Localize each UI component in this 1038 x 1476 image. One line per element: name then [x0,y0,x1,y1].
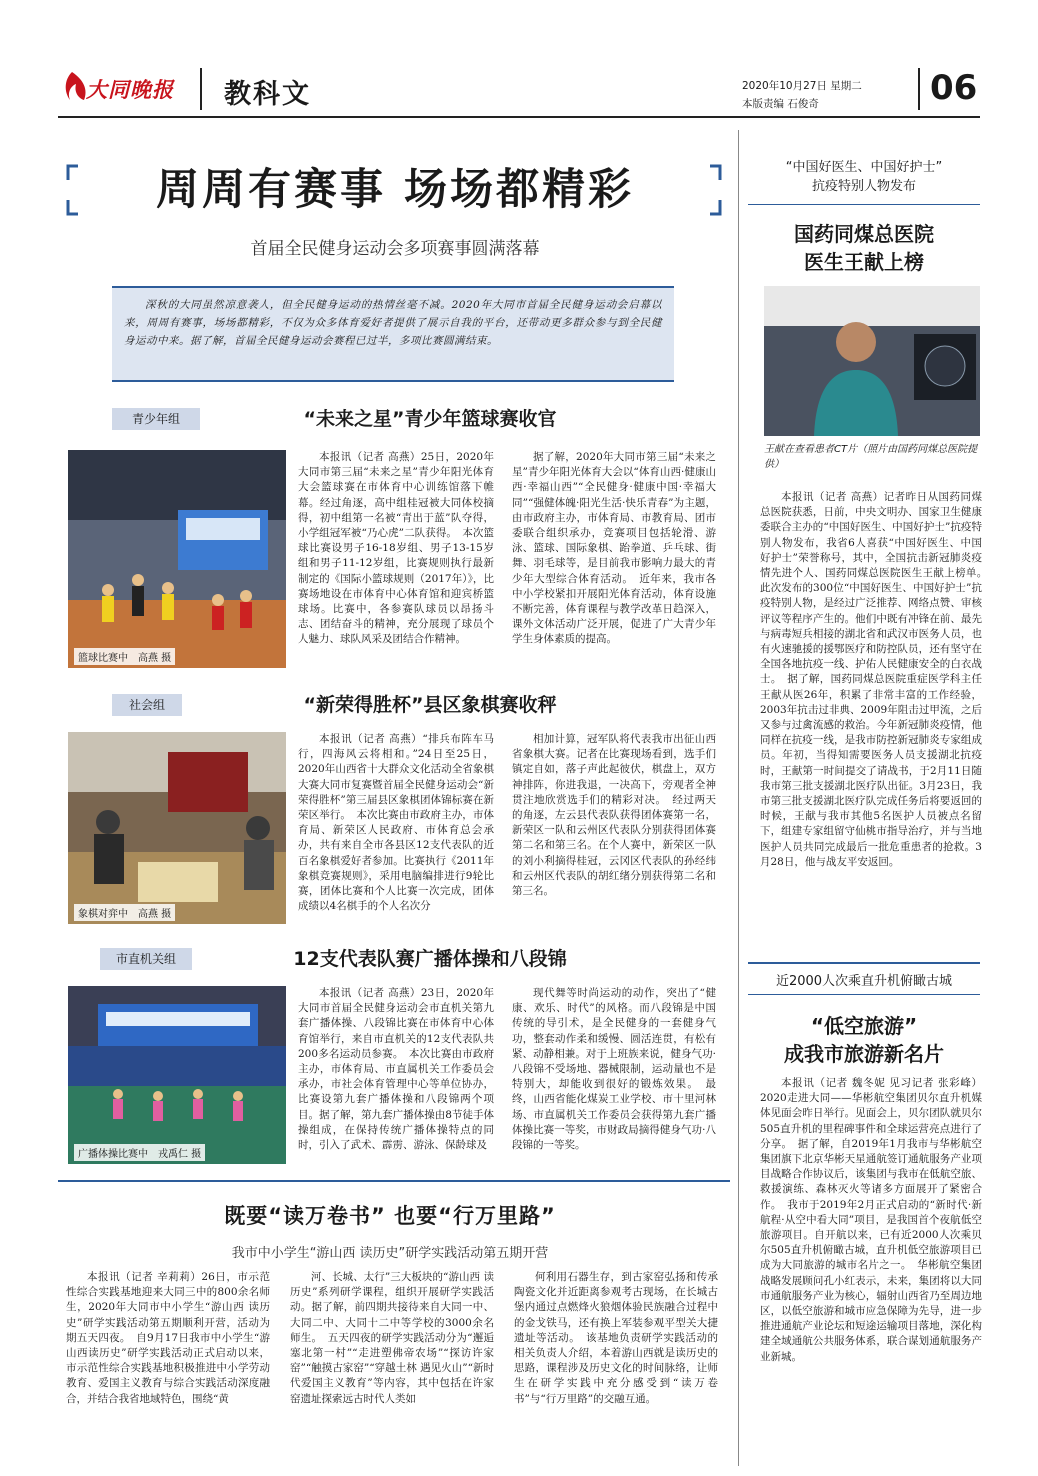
chess-text-col1 [298,732,494,928]
gymnastics-scene-image [68,986,286,1164]
side2-top-rule [748,962,980,964]
study-text-col2 [290,1270,494,1466]
issue-date: 2020年10月27日 星期二 [742,80,862,92]
section-title-gymnastics: 12支代表队赛广播体操和八段锦 [293,948,567,970]
side2-title-line2: 成我市旅游新名片 [784,1042,944,1066]
basketball-caption: 篮球比赛中 高燕 摄 [74,648,175,665]
side1-kicker: “中国好医生、中国好护士” 抗疫特别人物发布 [785,160,943,194]
column-separator [738,130,739,1466]
side1-title-line2: 医生王献上榜 [804,250,924,274]
intro-bottom-rule [112,380,674,382]
lead-title: 周周有赛事 场场都精彩 [156,165,634,215]
page-number: 06 [930,68,978,108]
side1-rule [748,204,980,205]
side2-title-line1: “低空旅游” [810,1014,918,1038]
doctor-photo [764,286,980,436]
lead-bottom-rule [58,1180,730,1182]
lead-subtitle: 首届全民健身运动会多项赛事圆满落幕 [250,239,540,259]
section-title-basketball: “未来之星”青少年篮球赛收官 [303,408,557,430]
page-editor: 本版责编 石俊奇 [742,98,819,110]
header-divider-right [918,68,920,110]
doctor-photo-caption: 王献在查看患者CT片（照片由国药同煤总医院提供） [764,444,978,470]
doctor-scene-image [764,286,980,436]
lead-intro-box [112,286,674,382]
chess-photo [68,732,286,924]
gymnastics-paragraph-1: 本报讯（记者 高燕）23日，2020年大同市首届全民健身运动会市直机关第九套广播体操、八段锦比赛在市体育中心体育馆举行，来自市直机关的12支代表队共200多名运动员参赛。 本次比赛由市政府主办，市体育局、市直属机关工作委员会承办，市社会体育管理中心等单位协办，比赛设第九套广播体操和八段锦两个项目。据了解，第九套广播体操由8节徒手体操组成，在保持传统广播体操特点的同时，引入了武术、霹雳、游泳、保龄球及 [298,987,494,1152]
gymnastics-paragraph-2: 现代舞等时尚运动的动作，突出了“健康、欢乐、时代”的风格。而八段锦是中国传统的导引术，是全民健身的一套健身气功，整套动作柔和缓慢、圆活连贯，有松有紧、动静相兼。对于上班族来说，健身气功·八段锦不受场地、器械限制，运动量也不是特别大，却能收到很好的锻炼效果。 最终，山西省能化煤炭工业学校、市十里河林场、市直属机关工作委员会获得第九套广播体操比赛一等奖，市财政局摘得健身气功·八段锦的一等奖。 [512,987,716,1152]
intro-top-rule [112,286,674,288]
group-label-agencies: 市直机关组 [100,948,192,970]
basketball-paragraph-1: 本报讯（记者 高燕）25日，2020年大同市第三届“未来之星”青少年阳光体育大会篮球赛在市体育中心训练馆落下帷幕。经过角逐，高中组桂冠被大同体校摘得，初中组第一名被“青出于蓝”队夺得，小学组冠军被“乃心虎”二队获得。 本次篮球比赛设男子16-18岁组、男子13-15岁组和男子11-12岁组，比赛规则执行最新制定的《国际小篮球规则（2017年）》，比赛场地设在市体育中心体育馆和迎宾桥篮球场。比赛中，各参赛队球员以昂扬斗志、团结奋斗的精神，充分展现了球员个人魅力、球队风采及团结合作精神。 [298,451,494,646]
section-name: 教科文 [224,79,311,110]
chess-paragraph-2: 相加计算，冠军队将代表我市出征山西省象棋大赛。记者在比赛现场看到，选手们镇定自如，落子声此起彼伏，棋盘上，双方神排阵，你进我退，一决高下，旁观者全神贯注地欣赏选手们的精彩对决。 经过两天的角逐，左云县代表队获得团体赛第一名，新荣区一队和云州区代表队分别获得团体赛第二名和第三名。在个人赛中，新荣区一队的刘小利摘得桂冠，云冈区代表队的孙经纬和云州区代表队的胡红绪分别获得第二名和第三名。 [512,733,716,898]
gymnastics-text-col2 [512,986,716,1168]
side2-kicker: 近2000人次乘直升机俯瞰古城 [775,974,953,989]
basketball-text-col2 [512,450,716,682]
header-divider-left [200,68,202,110]
basketball-text-col1 [298,450,494,682]
section-title-chess: “新荣得胜杯”县区象棋赛收秤 [303,694,557,716]
side2-paragraph: 本报讯（记者 魏冬妮 见习记者 张彩峰）2020走进大同——华彬航空集团贝尔直升机媒体见面会昨日举行。见面会上，贝尔团队就贝尔505直升机的里程碑事件和全球运营亮点进行了分享。 据了解，自2019年1月我市与华彬航空集团旗下北京华彬天星通航签订通航服务产业项目战略合作协议后，该集团与我市在低航空旅、救援演练、森林灭火等诸多方面展开了紧密合作。 我市于2019年2月正式启动的“新时代·新航程·从空中看大同”项目，是我国首个夜航低空旅游项目。自开航以来，已有近2000人次乘贝尔505直升机俯瞰古城，直升机低空旅游项目已成为大同旅游的城市名片之一。 华彬航空集团战略发展顾问孔小红表示，未来，集团将以大同市通航服务产业为核心，辐射山西省乃至周边地区，以低空旅游和城市应急保障为先导，进一步推进通航产业论坛和短途运输项目落地，深化构建全域通航公共服务体系，联合谋划通航服务产业新城。 [760,1077,982,1363]
gymnastics-text-col1 [298,986,494,1168]
basketball-scene-image [68,450,286,668]
masthead-logo [58,66,186,112]
chess-text-col2 [512,732,716,928]
side1-title-line1: 国药同煤总医院 [794,222,934,246]
basketball-photo [68,450,286,668]
group-label-youth: 青少年组 [112,408,200,430]
gymnastics-photo [68,986,286,1164]
chess-caption: 象棋对弈中 高燕 摄 [74,904,175,921]
side2-text [760,1076,982,1468]
study-title: 既要“读万卷书” 也要“行万里路” [224,1204,556,1228]
chess-paragraph-1: 本报讯（记者 高燕）“排兵布阵车马行，四海风云将相和。”24日至25日，2020年山西省十大群众文化活动全省象棋大赛大同市复赛暨首届全民健身运动会“新荣得胜杯”第三届县区象棋团体锦标赛在新荣区举行。 本次比赛由市政府主办，市体育局、新荣区人民政府、市体育总会承办，共有来自全市各县区12支代表队的近百名象棋爱好者参加。比赛执行《2011年象棋竞赛规则》，采用电脑编排进行9轮比赛，团体比赛和个人比赛一次完成，团体成绩以4名棋手的个人名次分 [298,733,494,913]
study-subtitle: 我市中小学生“游山西 读历史”研学实践活动第五期开营 [231,1246,549,1261]
study-text-col3 [514,1270,718,1466]
study-paragraph-1: 本报讯（记者 辛莉莉）26日，市示范性综合实践基地迎来大同三中的800余名师生，2020年大同市中小学生“游山西 读历史”研学实践活动第五期顺利开营，活动为期五天四夜。 自9月17日我市中小学生“游山西读历史”研学实践活动正式启动以来，市示范性综合实践基地积极推进中小学劳动教育、爱国主义教育与综合实践活动深度融合，并结合我省地域特色，围绕“黄 [66,1271,270,1405]
basketball-paragraph-2: 据了解，2020年大同市第三届“未来之星”青少年阳光体育大会以“体育山西·健康山西·幸福山西”“全民健身·健康中国·幸福大同”“强健体魄·阳光生活·快乐青春”为主题，由市政府主办，市体育局、市教育局、团市委联合组织承办，竞赛项目包括轮滑、游泳、篮球、国际象棋、跆拳道、乒乓球、街舞、羽毛球等，是目前我市影响力最大的青少年大型综合体育活动。 近年来，我市各中小学校紧扣开展阳光体育活动，体育设施不断完善，体育课程与教学改革日趋深入，课外文体活动广泛开展，促进了广大青少年学生身体素质的提高。 [512,451,716,646]
side1-paragraph: 本报讯（记者 高燕）记者昨日从国药同煤总医院获悉，日前，中央文明办、国家卫生健康委联合主办的“中国好医生、中国好护士”抗疫特别人物发布，我省6人喜获“中国好医生、中国好护士”荣誉称号，其中，全国抗击新冠肺炎疫情先进个人、国药同煤总医院医生王献上榜单。 此次发布的300位“中国好医生、中国好护士”抗疫特别人物，是经过广泛推荐、网络点赞、审核评议等程序产生的。他们中既有冲锋在前、最先与病毒短兵相接的湖北省和武汉市医务人员，也有火速驰援的援鄂医疗和防控队员，还有坚守在全国各地抗疫一线、护佑人民健康安全的白衣战士。 据了解，国药同煤总医院重症医学科主任王献从医26年，积累了非常丰富的工作经验，2003年抗击过非典、2009年阻击过甲流，之后又参与过禽流感的救治。今年新冠肺炎疫情，他同样在抗疫一线，是我市防控新冠肺炎专家组成员。年初，当得知需要医务人员支援湖北抗疫时，王献第一时间提交了请战书，于2月11日随我市第三批支援湖北医疗队出征。3月23日，我市第三批支援湖北医疗队完成任务后将要返回的时候，王献与我市其他5名医护人员被点名留下，组建专家组留守仙桃市指导治疗，并与当地医护人员共同完成最后一批危重患者的抢救。3月28日，他与战友平安返回。 [760,491,993,868]
chess-scene-image [68,732,286,924]
gymnastics-caption: 广播体操比赛中 戎禹仁 摄 [74,1144,205,1161]
lead-intro-text: 深秋的大同虽然凉意袭人，但全民健身运动的热情丝毫不减。2020年大同市首届全民健身运动会启幕以来，周周有赛事，场场都精彩，不仅为众多体育爱好者提供了展示自我的平台，还带动更多群众参与到全民健身运动中来。据了解，首届全民健身运动会赛程已过半，多项比赛圆满结束。 [124,299,662,347]
side1-text [760,490,993,944]
header-rule [58,116,980,118]
group-label-society: 社会组 [112,694,182,716]
study-paragraph-2: 河、长城、太行”三大板块的“游山西 读历史”系列研学课程，组织开展研学实践活动。据了解，前四期共接待来自大同一中、大同二中、大同十二中等学校的3000余名师生。 五天四夜的研学实践活动分为“邂逅塞北第一村”“走进塑佛帝农场”“探访许家窑”“触摸古家窑”“穿越土林 遇见火山”“新时代爱国主义教育”等内容，其中包括在许家窑遗址探索远古时代人类如 [290,1271,494,1405]
side2-kicker-rule [748,994,980,995]
masthead-title: 大同晚报 [86,77,174,102]
study-text-col1 [66,1270,270,1466]
study-paragraph-3: 何利用石器生存，到古家窑弘扬和传承陶瓷文化并近距离参观考古现场，在长城古堡内通过点燃烽火狼烟体验民族融合过程中的金戈铁马，还有换上军装参观平型关大捷遗址等活动。 该基地负责研学实践活动的相关负责人介绍，本着游山西就是读历史的思路，课程涉及历史文化的时间脉络，让师生在研学实践中充分感受到“读万卷书”与“行万里路”的交融互通。 [514,1271,718,1405]
